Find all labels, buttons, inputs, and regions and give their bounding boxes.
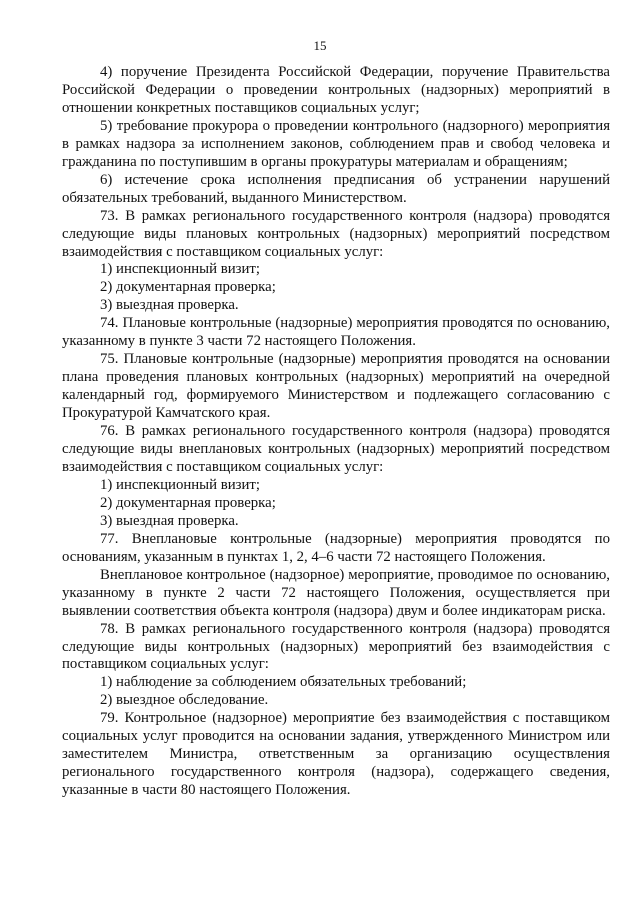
page-number: 15 <box>313 38 327 53</box>
list-item-73-2: 2) документарная проверка; <box>100 279 276 296</box>
paragraph-77-continuation: Внеплановое контрольное (надзорное) мероприятие, проводимое по основанию, указанному в пункте 2 части 72 настоящего Положения, осуществляется при выявлении соответствия объекта контроля (надзора) двум и более индикаторам риска. <box>62 566 610 619</box>
list-item-76-1: 1) инспекционный визит; <box>100 476 260 493</box>
paragraph-item-4: 4) поручение Президента Российской Федерации, поручение Правительства Российской Федерации о проведении контрольных (надзорных) мероприятий в отношении конкретных поставщиков социальных услуг; <box>62 64 610 116</box>
list-item-76-2: 2) документарная проверка; <box>100 494 276 511</box>
paragraph-item-5: 5) требование прокурора о проведении контрольного (надзорного) мероприятия в рамках надзора за исполнением законов, соблюдением прав и свобод человека и гражданина по поступившим в органы прокуратуры материалам и обращениям; <box>62 117 610 170</box>
document-body <box>62 64 610 800</box>
paragraph-74: 74. Плановые контрольные (надзорные) мероприятия проводятся по основанию, указанному в пункте 3 части 72 настоящего Положения. <box>62 315 610 350</box>
paragraph-76: 76. В рамках регионального государственного контроля (надзора) проводятся следующие виды внеплановых контрольных (надзорных) мероприятий посредством взаимодействия с поставщиком социальных услуг: <box>62 423 610 475</box>
paragraph-79: 79. Контрольное (надзорное) мероприятие без взаимодействия с поставщиком социальных услуг проводится на основании задания, утвержденного Министром или заместителем Министра, ответственным за организацию осуществления регионального государственного контроля (надзора), содержащего сведения, указанные в части 80 настоящего Положения. <box>62 710 610 799</box>
list-item-78-2: 2) выездное обследование. <box>100 692 269 709</box>
list-item-78-1: 1) наблюдение за соблюдением обязательных требований; <box>100 674 467 691</box>
list-item-73-3: 3) выездная проверка. <box>100 297 239 314</box>
paragraph-77: 77. Внеплановые контрольные (надзорные) мероприятия проводятся по основаниям, указанным в пунктах 1, 2, 4–6 части 72 настоящего Положения. <box>62 530 610 565</box>
list-item-73-1: 1) инспекционный визит; <box>100 261 260 278</box>
paragraph-73: 73. В рамках регионального государственного контроля (надзора) проводятся следующие виды плановых контрольных (надзорных) мероприятий посредством взаимодействия с поставщиком социальных услуг: <box>62 207 610 260</box>
list-item-76-3: 3) выездная проверка. <box>100 512 239 529</box>
paragraph-75: 75. Плановые контрольные (надзорные) мероприятия проводятся на основании плана проведения плановых контрольных (надзорных) мероприятий на очередной календарный год, формируемого Министерством и подлежащего согласованию с Прокуратурой Камчатского края. <box>62 351 610 422</box>
paragraph-78: 78. В рамках регионального государственного контроля (надзора) проводятся следующие виды контрольных (надзорных) мероприятий без взаимодействия с поставщиком социальных услуг: <box>62 620 610 673</box>
paragraph-item-6: 6) истечение срока исполнения предписания об устранении нарушений обязательных требований, выданного Министерством. <box>62 171 610 206</box>
